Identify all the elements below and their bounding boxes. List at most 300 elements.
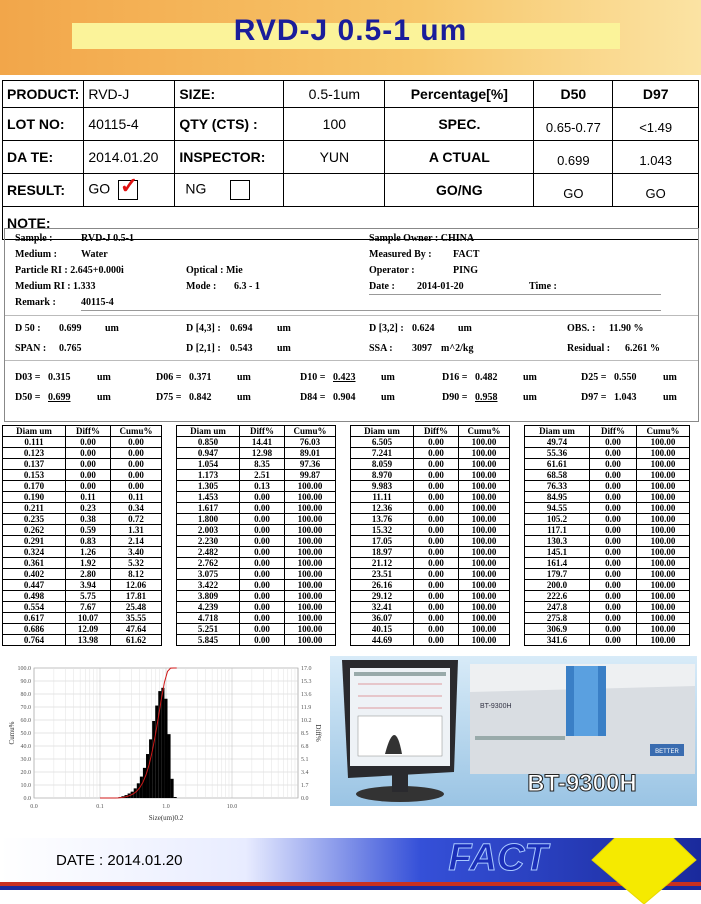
- ssa-value: 3097: [412, 343, 432, 354]
- table-row: [351, 602, 510, 613]
- table-cell: 100.00: [637, 481, 690, 492]
- table-cell: 0.235: [3, 514, 66, 525]
- table-cell: 0.00: [240, 503, 285, 514]
- y-tick-label: 60.0: [20, 718, 31, 724]
- model-badge: BT-9300H: [527, 770, 637, 797]
- table-cell: 100.00: [459, 514, 510, 525]
- table-cell: 0.34: [111, 503, 162, 514]
- table-row: [525, 525, 690, 536]
- table-cell: 47.64: [111, 624, 162, 635]
- table-cell: 0.00: [590, 459, 637, 470]
- d06-value: 0.371: [189, 372, 212, 383]
- table-cell: 0.00: [240, 492, 285, 503]
- table-cell: 100.00: [637, 591, 690, 602]
- remark-label: Remark :: [15, 297, 56, 308]
- table-row: [177, 547, 336, 558]
- table-cell: 3.422: [177, 580, 240, 591]
- d97-value: 1.043: [614, 392, 637, 403]
- gong-d97: GO: [613, 174, 699, 207]
- table-cell: 32.41: [351, 602, 414, 613]
- medium-value: Water: [81, 249, 108, 260]
- date-label: DA TE:: [3, 141, 84, 174]
- table-cell: 12.36: [351, 503, 414, 514]
- table-cell: 100.00: [637, 624, 690, 635]
- table-cell: 0.00: [240, 591, 285, 602]
- table-row: [3, 525, 162, 536]
- span-value: 0.765: [59, 343, 82, 354]
- table-cell: 0.402: [3, 569, 66, 580]
- table-cell: 100.00: [637, 547, 690, 558]
- column-header: Diff%: [240, 426, 285, 437]
- ng-checkbox[interactable]: [230, 180, 250, 200]
- table-cell: 0.00: [66, 459, 111, 470]
- footer-band: [0, 838, 701, 904]
- table-row: [525, 602, 690, 613]
- table-cell: 5.845: [177, 635, 240, 646]
- product-info-table: [2, 80, 699, 240]
- table-cell: 100.00: [285, 525, 336, 536]
- d10-unit: um: [381, 372, 395, 383]
- table-header-row: [3, 426, 162, 437]
- table-cell: 1.92: [66, 558, 111, 569]
- table-row: [3, 591, 162, 602]
- table-row: [177, 536, 336, 547]
- table-cell: 0.123: [3, 448, 66, 459]
- d21-unit: um: [277, 343, 291, 354]
- table-cell: 0.00: [590, 492, 637, 503]
- table-cell: 6.505: [351, 437, 414, 448]
- y-tick-label: 30.0: [20, 757, 31, 763]
- table-cell: 68.58: [525, 470, 590, 481]
- table-cell: 0.00: [240, 536, 285, 547]
- table-cell: 0.00: [414, 613, 459, 624]
- table-cell: 105.2: [525, 514, 590, 525]
- y-tick-label: 80.0: [20, 692, 31, 698]
- d50-label: D50 =: [15, 392, 41, 403]
- table-row: [525, 492, 690, 503]
- size-value: 0.5-1um: [284, 81, 385, 108]
- histogram-bar: [164, 699, 167, 798]
- column-header: Cumu%: [285, 426, 336, 437]
- table-cell: 0.00: [590, 624, 637, 635]
- table-row: [525, 503, 690, 514]
- diamond-icon: [592, 838, 696, 904]
- y2-tick-label: 6.8: [301, 744, 309, 750]
- medium-ri: Medium RI : 1.333: [15, 281, 96, 292]
- spec-label: SPEC.: [385, 108, 534, 141]
- spec-d50: 0.65-0.77: [534, 108, 613, 141]
- table-cell: 2.230: [177, 536, 240, 547]
- d25-label: D25 =: [581, 372, 607, 383]
- actual-label: A CTUAL: [385, 141, 534, 174]
- table-cell: 8.12: [111, 569, 162, 580]
- table-cell: 0.137: [3, 459, 66, 470]
- table-row: [525, 481, 690, 492]
- column-header: Diff%: [414, 426, 459, 437]
- table-cell: 100.00: [285, 503, 336, 514]
- table-cell: 11.11: [351, 492, 414, 503]
- d32-value: 0.624: [412, 323, 435, 334]
- table-cell: 0.23: [66, 503, 111, 514]
- sample-owner: Sample Owner : CHINA: [369, 233, 475, 244]
- table-cell: 130.3: [525, 536, 590, 547]
- table-cell: 100.00: [637, 437, 690, 448]
- table-row: [351, 558, 510, 569]
- table-cell: 49.74: [525, 437, 590, 448]
- distribution-table-3: [350, 425, 510, 646]
- table-cell: 100.00: [637, 602, 690, 613]
- inspector-value: YUN: [284, 141, 385, 174]
- table-cell: 0.686: [3, 624, 66, 635]
- table-row: [3, 437, 162, 448]
- y2-tick-label: 10.2: [301, 718, 312, 724]
- table-cell: 0.00: [66, 448, 111, 459]
- table-cell: 100.00: [637, 569, 690, 580]
- table-cell: 0.291: [3, 536, 66, 547]
- table-cell: 100.00: [459, 635, 510, 646]
- table-cell: 0.00: [66, 437, 111, 448]
- table-row: [351, 525, 510, 536]
- d50-stat-unit: um: [105, 323, 119, 334]
- table-row: [3, 536, 162, 547]
- table-cell: 97.36: [285, 459, 336, 470]
- table-cell: 0.00: [240, 602, 285, 613]
- table-cell: 0.00: [414, 503, 459, 514]
- table-row: [525, 635, 690, 646]
- column-header: Diam um: [351, 426, 414, 437]
- table-cell: 0.00: [414, 580, 459, 591]
- table-cell: 100.00: [285, 492, 336, 503]
- fact-logo-text: FACT: [448, 838, 548, 879]
- table-cell: 100.00: [459, 602, 510, 613]
- table-cell: 161.4: [525, 558, 590, 569]
- table-cell: 100.00: [637, 492, 690, 503]
- table-cell: 40.15: [351, 624, 414, 635]
- d06-unit: um: [237, 372, 251, 383]
- table-row: [351, 448, 510, 459]
- table-row: [177, 492, 336, 503]
- table-cell: 0.00: [414, 591, 459, 602]
- table-row: [525, 613, 690, 624]
- d21-value: 0.543: [230, 343, 253, 354]
- table-cell: 100.00: [285, 580, 336, 591]
- table-cell: 247.8: [525, 602, 590, 613]
- y-tick-label: 10.0: [20, 783, 31, 789]
- distribution-table-2: [176, 425, 336, 646]
- table-row: [525, 624, 690, 635]
- table-cell: 94.55: [525, 503, 590, 514]
- table-cell: 5.251: [177, 624, 240, 635]
- table-cell: 0.11: [66, 492, 111, 503]
- table-cell: 0.00: [414, 470, 459, 481]
- table-cell: 100.00: [459, 580, 510, 591]
- go-label: GO: [88, 180, 111, 197]
- instrument-photo: [330, 656, 697, 806]
- y2-tick-label: 5.1: [301, 757, 309, 763]
- table-row: [177, 613, 336, 624]
- table-cell: 100.00: [459, 536, 510, 547]
- table-cell: 179.7: [525, 569, 590, 580]
- table-cell: 76.33: [525, 481, 590, 492]
- table-cell: 0.00: [590, 536, 637, 547]
- table-cell: 0.00: [590, 635, 637, 646]
- fact-logo: [448, 838, 550, 879]
- d97-label: D97 =: [581, 392, 607, 403]
- table-cell: 2.762: [177, 558, 240, 569]
- table-cell: 0.00: [414, 437, 459, 448]
- table-cell: 100.00: [285, 481, 336, 492]
- size-label: SIZE:: [175, 81, 284, 108]
- go-checkbox[interactable]: [118, 173, 139, 200]
- d06-label: D06 =: [156, 372, 182, 383]
- table-cell: 4.718: [177, 613, 240, 624]
- table-row: [351, 624, 510, 635]
- table-cell: 100.00: [459, 503, 510, 514]
- table-cell: 0.00: [590, 448, 637, 459]
- table-cell: 0.72: [111, 514, 162, 525]
- residual-label: Residual :: [567, 343, 611, 354]
- divider: [5, 315, 698, 316]
- table-cell: 100.00: [637, 470, 690, 481]
- table-row: [351, 580, 510, 591]
- d03-unit: um: [97, 372, 111, 383]
- table-row: [177, 448, 336, 459]
- table-cell: 117.1: [525, 525, 590, 536]
- column-header: Cumu%: [459, 426, 510, 437]
- d43-unit: um: [277, 323, 291, 334]
- histogram-bar: [161, 688, 164, 798]
- date-report-label: Date :: [369, 281, 395, 292]
- gong-label: GO/NG: [385, 174, 534, 207]
- table-row: [525, 591, 690, 602]
- table-cell: 0.00: [590, 525, 637, 536]
- table-cell: 2.003: [177, 525, 240, 536]
- mode-value: 6.3 - 1: [234, 281, 260, 292]
- table-row: [525, 459, 690, 470]
- table-cell: 8.970: [351, 470, 414, 481]
- table-cell: 0.00: [414, 624, 459, 635]
- table-cell: 0.211: [3, 503, 66, 514]
- table-header-row: [525, 426, 690, 437]
- table-cell: 3.40: [111, 547, 162, 558]
- y2-tick-label: 0.0: [301, 796, 309, 802]
- table-cell: 100.00: [637, 514, 690, 525]
- table-cell: 0.447: [3, 580, 66, 591]
- product-label: PRODUCT:: [3, 81, 84, 108]
- table-row: [351, 591, 510, 602]
- obs-value: 11.90 %: [609, 323, 644, 334]
- table-cell: 7.67: [66, 602, 111, 613]
- y-tick-label: 0.0: [23, 796, 31, 802]
- d03-label: D03 =: [15, 372, 41, 383]
- ng-label: NG: [185, 180, 207, 197]
- table-cell: 100.00: [285, 624, 336, 635]
- table-row: [525, 437, 690, 448]
- table-cell: 12.98: [240, 448, 285, 459]
- y2-tick-label: 15.3: [301, 679, 312, 685]
- table-cell: 100.00: [637, 503, 690, 514]
- d32-unit: um: [458, 323, 472, 334]
- histogram-bar: [143, 768, 146, 798]
- d10-label: D10 =: [300, 372, 326, 383]
- table-row: [3, 635, 162, 646]
- medium-label: Medium :: [15, 249, 57, 260]
- qty-value: 100: [284, 108, 385, 141]
- result-go-cell: [84, 174, 175, 207]
- table-cell: 0.00: [414, 602, 459, 613]
- table-row: [3, 448, 162, 459]
- page-title: RVD-J 0.5-1 um: [233, 14, 468, 47]
- d97-unit: um: [663, 392, 677, 403]
- y-axis-label: Cumu%: [8, 721, 16, 745]
- table-cell: 0.00: [414, 459, 459, 470]
- table-cell: 0.00: [240, 635, 285, 646]
- table-cell: 1.31: [111, 525, 162, 536]
- table-row: [351, 481, 510, 492]
- table-cell: 100.00: [459, 448, 510, 459]
- table-cell: 100.00: [637, 525, 690, 536]
- table-cell: 0.498: [3, 591, 66, 602]
- table-cell: 17.81: [111, 591, 162, 602]
- residual-value: 6.261 %: [625, 343, 660, 354]
- d50-unit: um: [97, 392, 111, 403]
- table-row: [3, 459, 162, 470]
- table-row: [351, 503, 510, 514]
- table-cell: 2.51: [240, 470, 285, 481]
- table-cell: 3.809: [177, 591, 240, 602]
- measured-label: Measured By :: [369, 249, 432, 260]
- y2-tick-label: 1.7: [301, 783, 309, 789]
- table-cell: 0.11: [111, 492, 162, 503]
- table-row: [525, 514, 690, 525]
- table-cell: 306.9: [525, 624, 590, 635]
- d16-label: D16 =: [442, 372, 468, 383]
- table-cell: 1.453: [177, 492, 240, 503]
- table-cell: 0.324: [3, 547, 66, 558]
- d84-value: 0.904: [333, 392, 356, 403]
- table-cell: 9.983: [351, 481, 414, 492]
- measurement-report: [4, 228, 699, 422]
- table-row: [3, 470, 162, 481]
- table-cell: 222.6: [525, 591, 590, 602]
- table-row: [351, 613, 510, 624]
- instrument-icon: [470, 664, 695, 774]
- table-cell: 0.00: [240, 580, 285, 591]
- table-row: [3, 547, 162, 558]
- table-cell: 1.26: [66, 547, 111, 558]
- table-row: [525, 558, 690, 569]
- table-cell: 0.850: [177, 437, 240, 448]
- column-header: Cumu%: [111, 426, 162, 437]
- d84-unit: um: [381, 392, 395, 403]
- actual-d97: 1.043: [613, 141, 699, 174]
- table-cell: 61.61: [525, 459, 590, 470]
- table-cell: 0.617: [3, 613, 66, 624]
- table-cell: 0.00: [590, 569, 637, 580]
- table-row: [525, 536, 690, 547]
- histogram-bar: [174, 797, 177, 798]
- table-cell: 100.00: [285, 613, 336, 624]
- table-cell: 0.00: [590, 470, 637, 481]
- table-cell: 0.59: [66, 525, 111, 536]
- table-cell: 1.173: [177, 470, 240, 481]
- column-header: Cumu%: [637, 426, 690, 437]
- result-label: RESULT:: [3, 174, 84, 207]
- table-cell: 100.00: [459, 547, 510, 558]
- table-row: [177, 580, 336, 591]
- table-cell: 0.00: [240, 514, 285, 525]
- date-value: 2014.01.20: [84, 141, 175, 174]
- y2-tick-label: 17.0: [301, 666, 312, 672]
- table-cell: 12.06: [111, 580, 162, 591]
- d03-value: 0.315: [48, 372, 71, 383]
- table-row: [525, 448, 690, 459]
- table-cell: 0.38: [66, 514, 111, 525]
- d75-value: 0.842: [189, 392, 212, 403]
- y-tick-label: 100.0: [17, 666, 31, 672]
- table-cell: 0.00: [590, 437, 637, 448]
- d50-stat-label: D 50 :: [15, 323, 41, 334]
- table-row: [351, 547, 510, 558]
- date-report-value: 2014-01-20: [417, 281, 464, 292]
- table-cell: 1.305: [177, 481, 240, 492]
- table-cell: 0.00: [240, 613, 285, 624]
- table-row: [177, 481, 336, 492]
- note-label: NOTE:: [3, 207, 699, 240]
- table-cell: 0.554: [3, 602, 66, 613]
- table-cell: 1.617: [177, 503, 240, 514]
- table-cell: 0.00: [414, 635, 459, 646]
- table-cell: 4.239: [177, 602, 240, 613]
- table-cell: 0.00: [590, 514, 637, 525]
- table-row: [351, 492, 510, 503]
- table-cell: 14.41: [240, 437, 285, 448]
- actual-d50: 0.699: [534, 141, 613, 174]
- d21-label: D [2,1] :: [186, 343, 221, 354]
- table-cell: 13.98: [66, 635, 111, 646]
- table-cell: 0.00: [414, 481, 459, 492]
- table-row: [3, 503, 162, 514]
- y2-tick-label: 11.9: [301, 705, 312, 711]
- table-cell: 0.13: [240, 481, 285, 492]
- table-cell: 0.947: [177, 448, 240, 459]
- table-cell: 100.00: [459, 624, 510, 635]
- d90-unit: um: [523, 392, 537, 403]
- sample-label: Sample :: [15, 233, 53, 244]
- y2-tick-label: 13.6: [301, 692, 312, 698]
- table-cell: 100.00: [459, 437, 510, 448]
- table-cell: 23.51: [351, 569, 414, 580]
- table-row: [525, 580, 690, 591]
- table-cell: 0.00: [590, 558, 637, 569]
- d90-label: D90 =: [442, 392, 468, 403]
- table-cell: 0.00: [414, 547, 459, 558]
- table-cell: 0.00: [111, 470, 162, 481]
- table-row: [525, 569, 690, 580]
- ssa-label: SSA :: [369, 343, 393, 354]
- table-cell: 100.00: [637, 635, 690, 646]
- histogram-bar: [168, 734, 171, 798]
- table-row: [177, 569, 336, 580]
- d75-unit: um: [237, 392, 251, 403]
- table-row: [3, 580, 162, 591]
- y-tick-label: 90.0: [20, 679, 31, 685]
- table-row: [3, 613, 162, 624]
- table-cell: 89.01: [285, 448, 336, 459]
- table-row: [351, 437, 510, 448]
- y-tick-label: 70.0: [20, 705, 31, 711]
- table-cell: 0.764: [3, 635, 66, 646]
